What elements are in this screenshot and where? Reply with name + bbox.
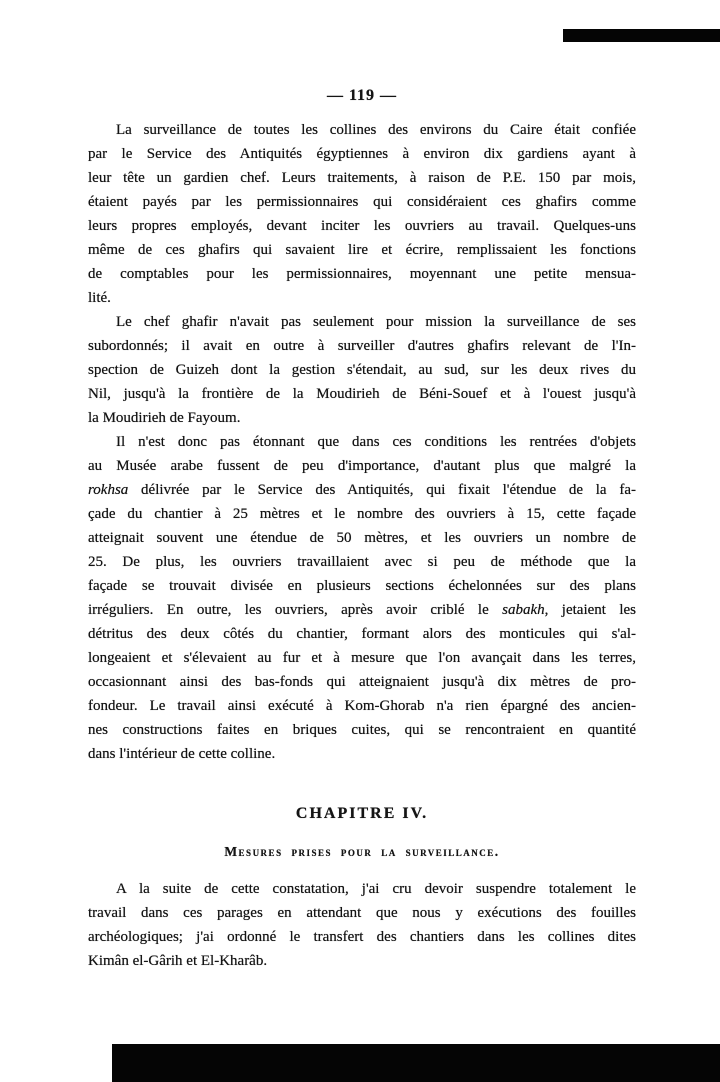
text-line: au Musée arabe fussent de peu d'importance, d'autant plus que malgré la — [88, 458, 636, 474]
text-line: même de ces ghafirs qui savaient lire et écrire, remplissaient les fonctions — [88, 242, 636, 258]
text-line: dans l'intérieur de cette colline. — [88, 746, 276, 762]
page-body-text — [88, 118, 636, 973]
text-line: leurs propres employés, devant inciter les ouvriers au travail. Quelques-uns — [88, 218, 636, 234]
text-line: de comptables pour les permissionnaires, moyennant une petite mensua- — [88, 266, 636, 282]
text-line: façade se trouvait divisée en plusieurs sections échelonnées sur des plans — [88, 578, 636, 594]
text-line: leur tête un gardien chef. Leurs traitements, à raison de P.E. 150 par mois, — [88, 170, 636, 186]
text-line: irréguliers. En outre, les ouvriers, après avoir criblé le sabakh, jetaient les — [88, 602, 636, 618]
text-line: subordonnés; il avait en outre à surveiller d'autres ghafirs relevant de l'In- — [88, 338, 636, 354]
scan-artifact-bar-bottom — [112, 1044, 720, 1082]
text-line: çade du chantier à 25 mètres et le nombre des ouvriers à 15, cette façade — [88, 506, 636, 522]
paragraph-mesures-prises — [88, 877, 636, 973]
text-line: lité. — [88, 290, 111, 306]
text-line: La surveillance de toutes les collines des environs du Caire était confiée — [116, 122, 636, 138]
text-line: la Moudirieh de Fayoum. — [88, 410, 241, 426]
page-number-header: — 119 — — [326, 87, 398, 104]
chapter-title: CHAPITRE IV. — [295, 805, 429, 822]
text-line: longeaient et s'élevaient au fur et à mesure que l'on avançait dans les terres, — [88, 650, 636, 666]
text-line: étaient payés par les permissionnaires qui considéraient ces ghafirs comme — [88, 194, 636, 210]
text-line: archéologiques; j'ai ordonné le transfert des chantiers dans les collines dites — [88, 929, 636, 945]
text-line: Le chef ghafir n'avait pas seulement pour mission la surveillance de ses — [116, 314, 636, 330]
text-line: Kimân el-Gârih et El-Kharâb. — [88, 953, 268, 969]
chapter-subtitle: Mesures prises pour la surveillance. — [224, 844, 500, 859]
text-line: Il n'est donc pas étonnant que dans ces conditions les rentrées d'objets — [116, 434, 636, 450]
text-line: spection de Guizeh dont la gestion s'étendait, au sud, sur les deux rives du — [88, 362, 636, 378]
text-line: travail dans ces parages en attendant que nous y exécutions des fouilles — [88, 905, 636, 921]
scan-artifact-bar-top-right — [563, 29, 720, 42]
text-line: nes constructions faites en briques cuites, qui se rencontraient en quantité — [88, 722, 636, 738]
text-line: Nil, jusqu'à la frontière de la Moudirieh de Béni-Souef et à l'ouest jusqu'à — [88, 386, 636, 402]
text-line: rokhsa délivrée par le Service des Antiquités, qui fixait l'étendue de la fa- — [88, 482, 636, 498]
text-line: détritus des deux côtés du chantier, formant alors des monticules qui s'al- — [88, 626, 636, 642]
text-line: 25. De plus, les ouvriers travaillaient avec si peu de méthode que la — [88, 554, 636, 570]
text-line: atteignait souvent une étendue de 50 mètres, et les ouvriers un nombre de — [88, 530, 636, 546]
paragraph-surveillance-collines — [88, 118, 636, 310]
text-column — [88, 0, 636, 973]
text-line: par le Service des Antiquités égyptiennes à environ dix gardiens ayant à — [88, 146, 636, 162]
paragraph-musee-arabe — [88, 430, 636, 766]
text-line: occasionnant ainsi des bas-fonds qui atteignaient jusqu'à dix mètres de pro- — [88, 674, 636, 690]
text-line: fondeur. Le travail ainsi exécuté à Kom-Ghorab n'a rien épargné des ancien- — [88, 698, 636, 714]
text-line: A la suite de cette constatation, j'ai cru devoir suspendre totalement le — [116, 881, 636, 897]
paragraph-chef-ghafir — [88, 310, 636, 430]
